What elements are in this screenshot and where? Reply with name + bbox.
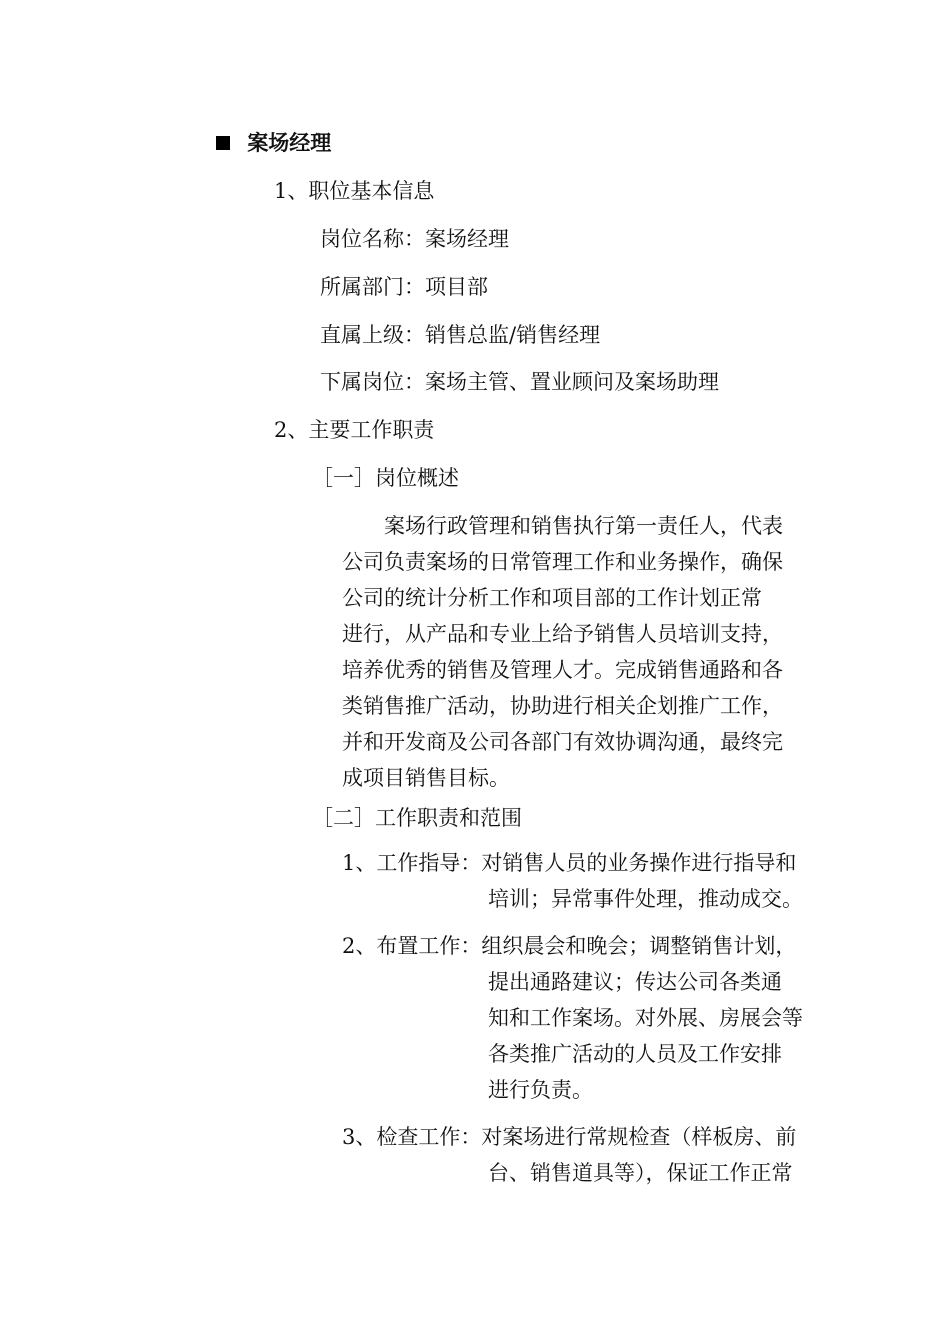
overview-line: 进行，从产品和专业上给予销售人员培训支持，: [342, 622, 783, 646]
duty-item-first-line: 3、检查工作：对案场进行常规检查（样板房、前: [342, 1125, 797, 1149]
section-header: [216, 131, 331, 156]
overview-line: 培养优秀的销售及管理人才。完成销售通路和各: [342, 658, 783, 682]
duty-item-assign-work: [342, 928, 812, 1108]
duty-item-continuation: 进行负责。: [488, 1078, 593, 1102]
duty-item-continuation: 各类推广活动的人员及工作安排: [488, 1042, 782, 1066]
info-row-department: 所属部门：项目部: [320, 275, 488, 299]
duty-item-continuation: 培训；异常事件处理，推动成交。: [488, 887, 803, 911]
info-row-subordinates: 下属岗位：案场主管、置业顾问及案场助理: [320, 370, 719, 394]
basic-info-heading: 1、职位基本信息: [274, 179, 435, 203]
responsibilities-heading: 2、主要工作职责: [274, 418, 435, 442]
duty-item-continuation: 提出通路建议；传达公司各类通: [488, 970, 782, 994]
duty-item-first-line: 2、布置工作：组织晨会和晚会；调整销售计划，: [342, 934, 797, 958]
info-row-position-name: 岗位名称：案场经理: [320, 227, 509, 251]
overview-line: 公司负责案场的日常管理工作和业务操作，确保: [342, 550, 783, 574]
overview-line: 案场行政管理和销售执行第一责任人，代表: [342, 514, 783, 538]
duty-item-continuation: 台、销售道具等），保证工作正常: [488, 1161, 793, 1185]
overview-line: 公司的统计分析工作和项目部的工作计划正常: [342, 586, 762, 610]
overview-line: 成项目销售目标。: [342, 766, 510, 790]
overview-paragraph: [342, 508, 812, 796]
scope-heading: ［二］工作职责和范围: [312, 806, 522, 830]
square-bullet-icon: [216, 136, 230, 150]
info-row-supervisor: 直属上级：销售总监/销售经理: [320, 323, 601, 347]
duty-item-continuation: 知和工作案场。对外展、房展会等: [488, 1006, 803, 1030]
overview-line: 并和开发商及公司各部门有效协调沟通，最终完: [342, 730, 783, 754]
overview-line: 类销售推广活动，协助进行相关企划推广工作，: [342, 694, 783, 718]
overview-heading: ［一］岗位概述: [312, 466, 459, 490]
duty-item-first-line: 1、工作指导：对销售人员的业务操作进行指导和: [342, 851, 797, 875]
section-title: 案场经理: [247, 131, 332, 155]
duty-item-guidance: [342, 845, 812, 917]
duty-item-inspection: [342, 1119, 812, 1191]
